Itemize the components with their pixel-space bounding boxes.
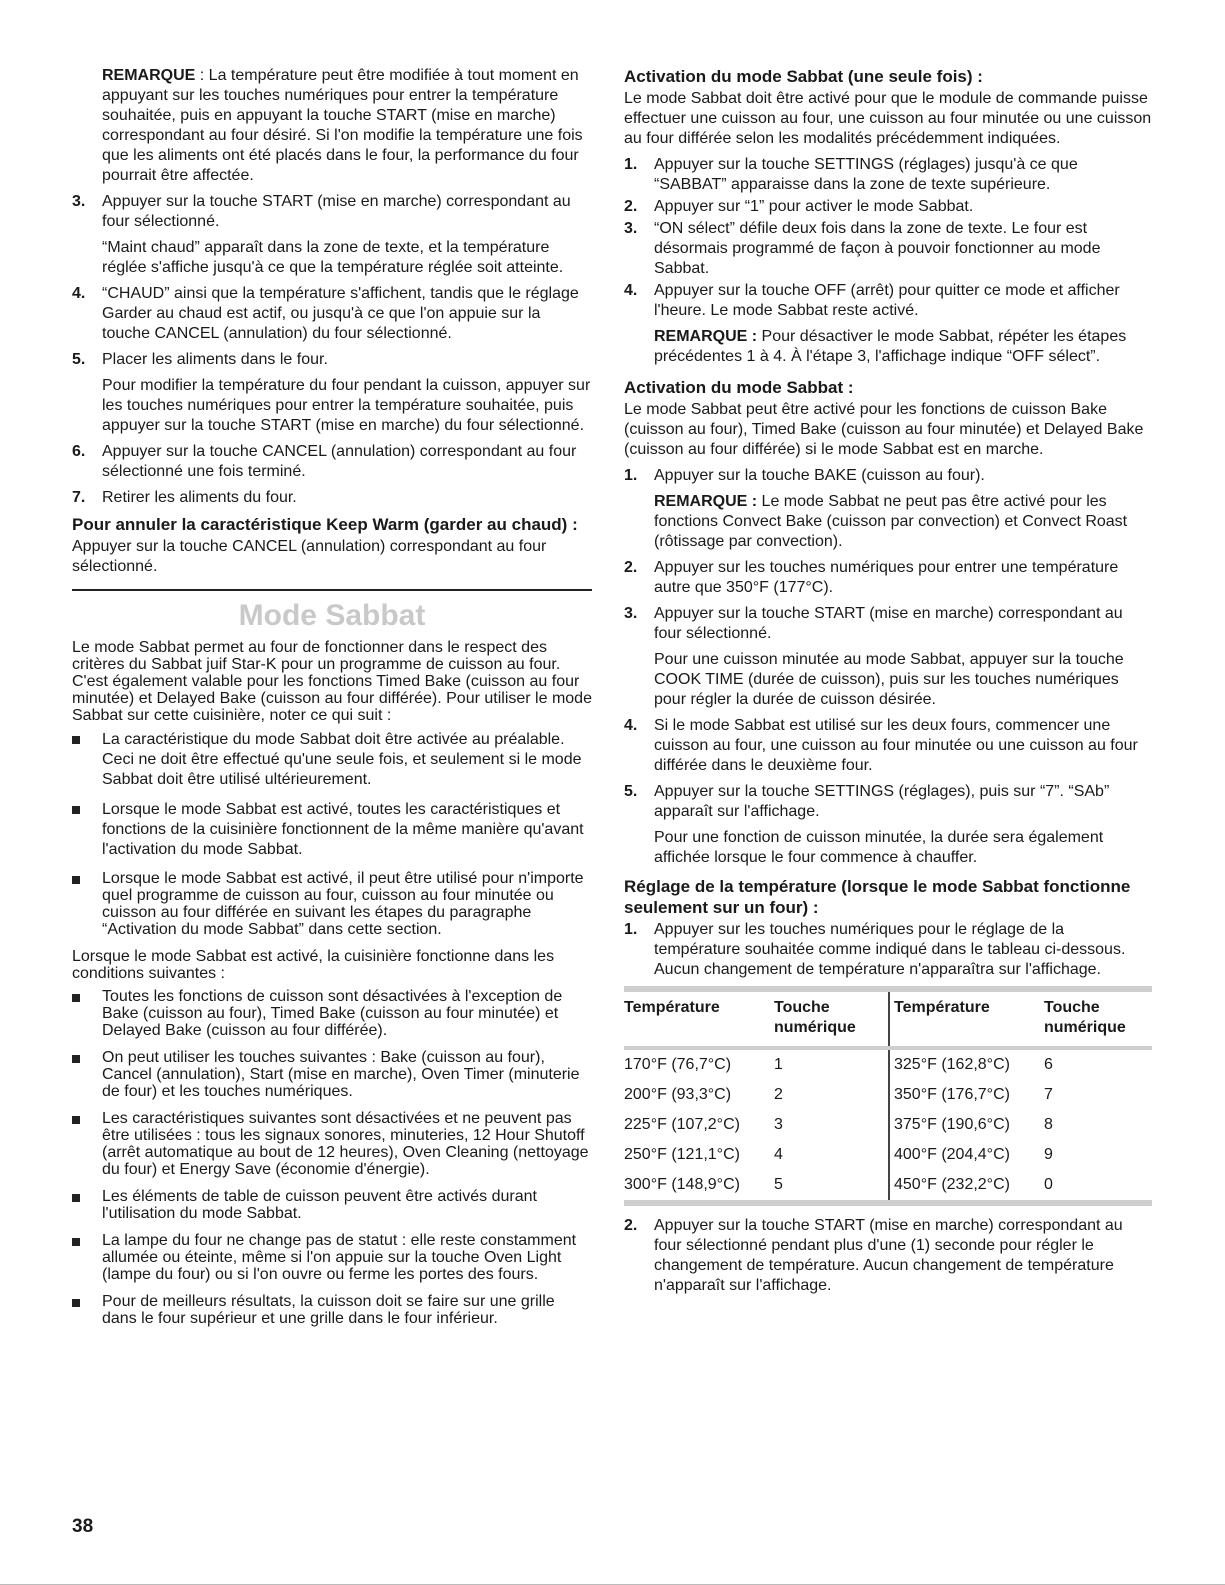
step-number: 1. <box>624 467 638 484</box>
step-text: Appuyer sur la touche SETTINGS (réglages) jusqu'à ce que “SABBAT” apparaisse dans la zone de texte supérieure. <box>654 156 1078 193</box>
step-text: Appuyer sur les touches numériques pour le réglage de la température souhaitée comme indiqué dans le tableau ci-dessous. Aucun changement de température n'apparaîtra sur l'affichage. <box>654 921 1126 978</box>
step-5 <box>624 782 1152 868</box>
activation-heading: Activation du mode Sabbat : <box>624 378 854 397</box>
remarque-note <box>72 66 592 186</box>
table-cell: 225°F (107,2°C) <box>624 1116 740 1133</box>
step-4 <box>624 716 1152 776</box>
step-subtext: “Maint chaud” apparaît dans la zone de texte, et la température réglée s'affiche jusqu'à ce que la température réglée soit atteinte. <box>102 239 564 276</box>
cancel-keep-warm-text: Appuyer sur la touche CANCEL (annulation) correspondant au four sélectionné. <box>72 538 547 575</box>
step-number: 1. <box>624 156 638 173</box>
step-number: 7. <box>72 489 86 506</box>
step-number: 3. <box>624 220 638 237</box>
note-label: REMARQUE : <box>654 493 758 510</box>
table-cell: 375°F (190,6°C) <box>889 1110 1044 1140</box>
table-cell: 5 <box>774 1170 889 1203</box>
bullet-item <box>72 1232 592 1283</box>
bullet-text: La lampe du four ne change pas de statut : elle reste constamment allumée ou éteinte, même si l'on appuie sur la touche Oven Light (lampe du four) ou si l'on ouvre ou ferme les portes des fours. <box>102 1232 577 1283</box>
section-title: Mode Sabbat <box>238 599 426 632</box>
step-text: Appuyer sur la touche START (mise en marche) correspondant au four sélectionné. <box>654 605 1123 642</box>
table-cell: 450°F (232,2°C) <box>889 1170 1044 1203</box>
step-4 <box>72 284 592 344</box>
step-text: Appuyer sur la touche BAKE (cuisson au four). <box>654 467 985 484</box>
temperature-table <box>624 986 1152 1206</box>
step-text: Appuyer sur la touche START (mise en marche) correspondant au four sélectionné pendant plus d'une (1) seconde pour régler le changement de température. Aucun changement de température n'apparaît sur l'affichage. <box>654 1217 1123 1294</box>
step-2 <box>624 558 1152 598</box>
bullet-text: Toutes les fonctions de cuisson sont désactivées à l'exception de Bake (cuisson au four), Timed Bake (cuisson au four minutée) et Delayed Bake (cuisson au four différée). <box>102 988 563 1039</box>
bullet-icon <box>72 1055 80 1063</box>
step-text: “CHAUD” ainsi que la température s'affichent, tandis que le réglage Garder au chaud est actif, ou jusqu'à ce que l'on appuie sur la touche CANCEL (annulation) du four sélectionné. <box>102 285 579 342</box>
step-1 <box>624 920 1152 980</box>
table-cell: 7 <box>1044 1086 1053 1103</box>
step-number: 4. <box>72 285 86 302</box>
step-4 <box>624 281 1152 367</box>
step-text: Appuyer sur “1” pour activer le mode Sabbat. <box>654 198 974 215</box>
step-3 <box>624 219 1152 279</box>
left-column <box>72 66 592 1337</box>
table-row <box>624 1048 1152 1080</box>
step-text: “ON sélect” défile deux fois dans la zone de texte. Le four est désormais programmé de façon à pouvoir fonctionner au mode Sabbat. <box>654 220 1101 277</box>
bullet-text: Les caractéristiques suivantes sont désactivées et ne peuvent pas être utilisées : tous les signaux sonores, minuteries, 12 Hour Shutoff (arrêt automatique au bout de 12 heures), Oven Cleaning (nettoyage du four) et Energy Save (économie d'énergie). <box>102 1110 589 1178</box>
bullet-icon <box>72 806 80 814</box>
step-6 <box>72 442 592 482</box>
remarque-text: : La température peut être modifiée à tout moment en appuyant sur les touches numériques pour entrer la température souhaitée, puis en appuyant la touche START (mise en marche) correspondant au four désiré. Si l'on modifie la température une fois que les aliments ont été placés dans le four, la performance du four pourrait être affectée. <box>102 67 583 184</box>
bullet-icon <box>72 736 80 744</box>
table-cell: 4 <box>774 1146 783 1163</box>
table-cell: 6 <box>1044 1056 1053 1073</box>
bullet-text: Les éléments de table de cuisson peuvent être activés durant l'utilisation du mode Sabbat. <box>102 1188 537 1222</box>
bullet-text: Lorsque le mode Sabbat est activé, toutes les caractéristiques et fonctions de la cuisinière fonctionnent de la même manière qu'avant l'activation du mode Sabbat. <box>102 801 584 858</box>
table-row <box>624 1080 1152 1110</box>
table-cell: 170°F (76,7°C) <box>624 1056 732 1073</box>
step-5 <box>72 350 592 436</box>
step-subtext: Pour modifier la température du four pendant la cuisson, appuyer sur les touches numériques pour entrer la température souhaitée, puis appuyer sur la touche START (mise en marche) du four sélectionné. <box>102 377 591 434</box>
table-row <box>624 1170 1152 1203</box>
table-cell: 300°F (148,9°C) <box>624 1170 774 1203</box>
bullet-item <box>72 730 592 790</box>
table-cell: 3 <box>774 1116 783 1133</box>
table-cell: 200°F (93,3°C) <box>624 1086 732 1103</box>
remarque-label: REMARQUE <box>102 67 196 84</box>
step-number: 3. <box>624 605 638 622</box>
page-number: 38 <box>72 1516 94 1537</box>
step-subtext: Pour une cuisson minutée au mode Sabbat, appuyer sur la touche COOK TIME (durée de cuisson), puis sur les touches numériques pour régler la durée de cuisson désirée. <box>654 651 1124 708</box>
table-cell: 9 <box>1044 1146 1053 1163</box>
step-note <box>654 492 1152 552</box>
bullet-icon <box>72 994 80 1002</box>
bullet-item <box>72 1110 592 1178</box>
note-text: Pour désactiver le mode Sabbat, répéter les étapes précédentes 1 à 4. À l'étape 3, l'affichage indique “OFF sélect”. <box>654 328 1127 365</box>
note-label: REMARQUE : <box>654 328 758 345</box>
table-row <box>624 1110 1152 1140</box>
activation-intro: Le mode Sabbat peut être activé pour les fonctions de cuisson Bake (cuisson au four), Timed Bake (cuisson au four minutée) et Delayed Bake (cuisson au four différée) si le mode Sabbat est en marche. <box>624 401 1144 458</box>
activation-once-intro: Le mode Sabbat doit être activé pour que le module de commande puisse effectuer une cuisson au four, une cuisson au four minutée ou une cuisson au four différée selon les modalités précédemment indiquées. <box>624 90 1152 147</box>
step-number: 2. <box>624 559 638 576</box>
step-number: 2. <box>624 198 638 215</box>
step-text: Appuyer sur les touches numériques pour entrer une température autre que 350°F (177°C). <box>654 559 1119 596</box>
bullet-icon <box>72 1299 80 1307</box>
bullet-text: Pour de meilleurs résultats, la cuisson doit se faire sur une grille dans le four supérieur et une grille dans le four inférieur. <box>102 1293 555 1327</box>
note-text: Le mode Sabbat ne peut pas être activé pour les fonctions Convect Bake (cuisson par convection) et Convect Roast (rôtissage par convection). <box>654 493 1128 550</box>
step-3 <box>72 192 592 278</box>
bullet-icon <box>72 1194 80 1202</box>
step-text: Appuyer sur la touche START (mise en marche) correspondant au four sélectionné. <box>102 193 571 230</box>
step-7 <box>72 488 592 508</box>
table-cell: 8 <box>1044 1116 1053 1133</box>
table-header-row <box>624 989 1152 1048</box>
step-text: Appuyer sur la touche OFF (arrêt) pour quitter ce mode et afficher l'heure. Le mode Sabbat reste activé. <box>654 282 1120 319</box>
bullet-text: On peut utiliser les touches suivantes : Bake (cuisson au four), Cancel (annulation), Start (mise en marche), Oven Timer (minuterie de four) et les touches numériques. <box>102 1049 580 1100</box>
column-header: Température <box>624 989 774 1048</box>
table-cell: 0 <box>1044 1170 1152 1203</box>
table-cell: 350°F (176,7°C) <box>889 1080 1044 1110</box>
step-number: 2. <box>624 1217 638 1234</box>
column-header: Touche numérique <box>774 989 889 1048</box>
step-text: Appuyer sur la touche SETTINGS (réglages), puis sur “7”. “SAb” apparaît sur l'affichage. <box>654 783 1110 820</box>
column-header: Touche numérique <box>1044 989 1152 1048</box>
bullet-item <box>72 1293 592 1327</box>
step-text: Placer les aliments dans le four. <box>102 351 328 368</box>
bullet-text: Lorsque le mode Sabbat est activé, il peut être utilisé pour n'importe quel programme de cuisson au four, cuisson au four minutée ou cuisson au four différée en suivant les étapes du paragraphe “Activation du mode Sabbat” dans cette section. <box>102 870 584 938</box>
temperature-heading: Réglage de la température (lorsque le mode Sabbat fonctionne seulement sur un four) : <box>624 877 1131 917</box>
cancel-keep-warm-heading: Pour annuler la caractéristique Keep Warm (garder au chaud) : <box>72 515 578 534</box>
step-3 <box>624 604 1152 710</box>
table-row <box>624 1140 1152 1170</box>
conditions-intro: Lorsque le mode Sabbat est activé, la cuisinière fonctionne dans les conditions suivantes : <box>72 948 555 982</box>
step-note <box>654 327 1152 367</box>
step-text: Si le mode Sabbat est utilisé sur les deux fours, commencer une cuisson au four, une cuisson au four minutée ou une cuisson au four différée dans le deuxième four. <box>654 717 1138 774</box>
step-2 <box>624 197 1152 217</box>
section-divider <box>72 589 592 591</box>
table-cell: 400°F (204,4°C) <box>889 1140 1044 1170</box>
table-cell: 250°F (121,1°C) <box>624 1146 740 1163</box>
right-column <box>624 66 1152 1302</box>
table-cell: 325°F (162,8°C) <box>889 1048 1044 1080</box>
step-number: 6. <box>72 443 86 460</box>
step-number: 5. <box>624 783 638 800</box>
bullet-icon <box>72 876 80 884</box>
step-1 <box>624 466 1152 552</box>
step-number: 4. <box>624 282 638 299</box>
step-subtext: Pour une fonction de cuisson minutée, la durée sera également affichée lorsque le four commence à chauffer. <box>654 829 1104 866</box>
bullet-item <box>72 870 592 938</box>
table-cell: 2 <box>774 1086 783 1103</box>
step-text: Appuyer sur la touche CANCEL (annulation) correspondant au four sélectionné une fois terminé. <box>102 443 577 480</box>
bullet-icon <box>72 1116 80 1124</box>
bullet-icon <box>72 1238 80 1246</box>
step-number: 5. <box>72 351 86 368</box>
step-number: 3. <box>72 193 86 210</box>
bullet-item <box>72 1049 592 1100</box>
step-number: 4. <box>624 717 638 734</box>
step-text: Retirer les aliments du four. <box>102 489 297 506</box>
step-1 <box>624 155 1152 195</box>
step-number: 1. <box>624 921 638 938</box>
bullet-item <box>72 800 592 860</box>
bullet-item <box>72 988 592 1039</box>
table-cell: 1 <box>774 1056 783 1073</box>
bullet-text: La caractéristique du mode Sabbat doit être activée au préalable. Ceci ne doit être effectué qu'une seule fois, et seulement si le mode Sabbat doit être utilisé ultérieurement. <box>102 731 582 788</box>
column-header: Température <box>889 989 1044 1048</box>
activation-once-heading: Activation du mode Sabbat (une seule fois) : <box>624 67 983 86</box>
sabbat-intro: Le mode Sabbat permet au four de fonctionner dans le respect des critères du Sabbat juif Star-K pour un programme de cuisson au four. C'est également valable pour les fonctions Timed Bake (cuisson au four minutée) et Delayed Bake (cuisson au four différée). Pour utiliser le mode Sabbat sur cette cuisinière, noter ce qui suit : <box>72 639 592 724</box>
bullet-item <box>72 1188 592 1222</box>
step-2 <box>624 1216 1152 1296</box>
